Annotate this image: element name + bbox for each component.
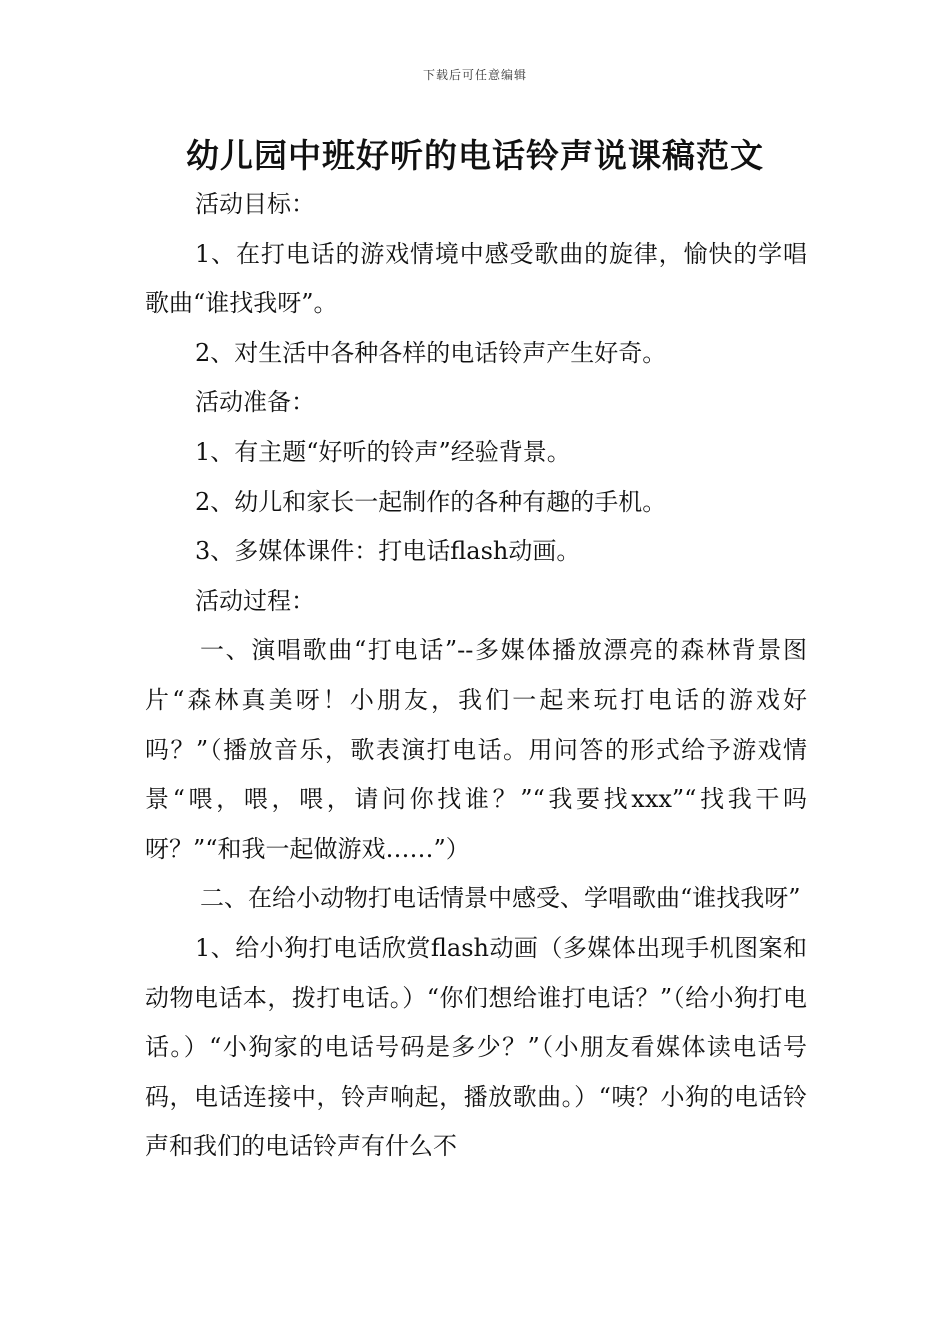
paragraph-prep-2: 2、幼儿和家长一起制作的各种有趣的手机。 [195, 487, 667, 516]
document-title: 幼儿园中班好听的电话铃声说课稿范文 [186, 136, 764, 175]
paragraph-process-1: 一、演唱歌曲“打电话”--多媒体播放漂亮的森林背景图片“森林真美呀！小朋友，我们一起来玩打电话的游戏好吗？”（播放音乐，歌表演打电话。用问答的形式给予游戏情景“喂，喂，喂，请问你找谁？”“我要找xxx”“找我干吗呀？”“和我一起做游戏……”） [145, 636, 807, 863]
section-heading-preparation: 活动准备： [195, 388, 315, 417]
header-note: 下载后可任意编辑 [422, 68, 527, 82]
document-body [145, 180, 807, 1172]
paragraph-process-2: 二、在给小动物打电话情景中感受、学唱歌曲“谁找我呀” [200, 884, 801, 913]
paragraph-process-2-1: 1、给小狗打电话欣赏flash动画（多媒体出现手机图案和动物电话本，拨打电话。）“你们想给谁打电话？”（给小狗打电话。）“小狗家的电话号码是多少？”（小朋友看媒体读电话号码，电话连接中，铃声响起，播放歌曲。）“咦？小狗的电话铃声和我们的电话铃声有什么不 [145, 933, 807, 1161]
paragraph-prep-3: 3、多媒体课件：打电话flash动画。 [195, 537, 581, 566]
paragraph-prep-1: 1、有主题“好听的铃声”经验背景。 [195, 437, 571, 466]
paragraph-goal-2: 2、对生活中各种各样的电话铃声产生好奇。 [195, 338, 667, 367]
section-heading-process: 活动过程： [195, 586, 315, 615]
section-heading-goals: 活动目标： [195, 190, 315, 218]
paragraph-goal-1: 1、在打电话的游戏情境中感受歌曲的旋律，愉快的学唱歌曲“谁找我呀”。 [145, 239, 807, 318]
